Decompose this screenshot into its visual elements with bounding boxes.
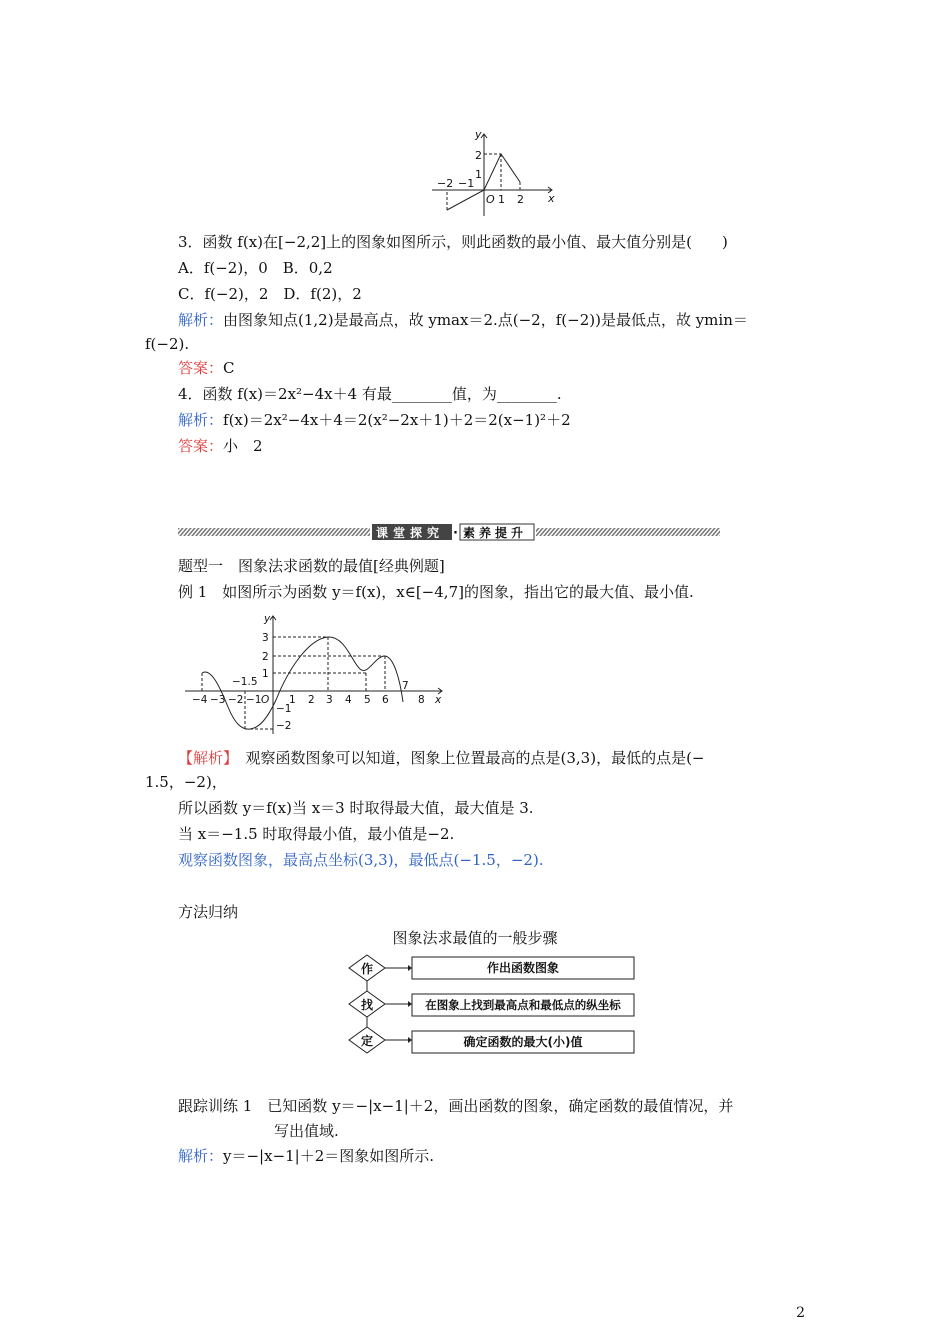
q4-answer-label: 答案： <box>178 437 224 455</box>
graph2-ytick-3: 3 <box>262 632 269 644</box>
q3-graph-xtick-1: 1 <box>498 193 505 206</box>
practice-line-1: 跟踪训练 1 已知函数 y＝−|x−1|＋2，画出函数的图象，确定函数的最值情况，并 <box>178 1097 734 1115</box>
q3-graph-y-label: y <box>475 128 482 141</box>
method-title: 图象法求最值的一般步骤 <box>392 929 558 947</box>
q3-graph-ytick-2: 2 <box>475 149 482 162</box>
q3-analysis-cont: f(−2). <box>145 335 190 353</box>
q3-analysis <box>178 310 748 330</box>
graph2-xtick: −1 <box>246 694 262 706</box>
q3-graph-xtick-m1: −1 <box>458 177 475 190</box>
solution-line-2: 1.5，−2)， <box>145 773 227 791</box>
step-text-3: 确定函数的最大(小)值 <box>463 1035 583 1049</box>
graph2-ytick-2: 2 <box>262 651 269 663</box>
practice-line-2: 写出值域. <box>274 1122 339 1140</box>
graph2-xtick: 4 <box>345 694 352 706</box>
graph2-xtick: 6 <box>382 694 389 706</box>
q3-answer-label: 答案： <box>178 359 224 377</box>
q3-graph-ytick-1: 1 <box>475 168 482 181</box>
type1-title: 题型一 图象法求函数的最值[经典例题] <box>178 557 445 575</box>
solution-line-1 <box>178 748 705 768</box>
solution-line-4: 当 x＝−1.5 时取得最小值，最小值是−2. <box>178 825 455 843</box>
q3-graph-origin: O <box>486 193 495 206</box>
graph2-ytick-1: 1 <box>262 668 269 680</box>
banner-left-text: 课堂探究 <box>376 526 445 540</box>
graph2-xtick: 1 <box>289 694 296 706</box>
graph2-xtick: 3 <box>326 694 333 706</box>
graph2-xtick: 8 <box>418 694 425 706</box>
q3-options-ab: A．f(−2)，0 B．0,2 <box>178 259 333 277</box>
step-key-zhao: 找 <box>360 998 374 1012</box>
solution-label: 【解析】 <box>178 749 231 767</box>
q3-graph-x-label: x <box>548 192 555 205</box>
practice-analysis <box>178 1146 434 1166</box>
graph2-label-7: 7 <box>402 680 409 692</box>
q3-graph-xtick-2: 2 <box>517 193 524 206</box>
method-heading: 方法归纳 <box>178 903 239 921</box>
graph2-xtick: 5 <box>364 694 371 706</box>
graph2-x-label: x <box>435 694 442 706</box>
graph2-xtick: −2 <box>228 694 244 706</box>
q4-answer <box>178 436 263 456</box>
q4-analysis-text: f(x)＝2x²−4x＋4＝2(x²−2x＋1)＋2＝2(x−1)²＋2 <box>223 411 571 429</box>
graph2-origin: O <box>261 694 270 706</box>
q4-analysis-label: 解析： <box>178 411 224 429</box>
solution-note: 观察函数图象，最高点坐标(3,3)，最低点(−1.5，−2). <box>178 851 544 869</box>
solution-line-3: 所以函数 y＝f(x)当 x＝3 时取得最大值，最大值是 3. <box>178 799 534 817</box>
q3-analysis-text: 由图象知点(1,2)是最高点，故 ymax＝2.点(−2，f(−2))是最低点，故 ymin＝ <box>223 311 748 329</box>
page-number: 2 <box>796 1305 805 1321</box>
section-banner <box>178 523 720 541</box>
graph2-xtick: 2 <box>308 694 315 706</box>
q3-function-graph <box>430 128 560 218</box>
graph2-y-label: y <box>264 613 271 625</box>
step-key-zuo: 作 <box>360 962 374 976</box>
graph2-xtick: −3 <box>210 694 226 706</box>
banner-dot: · <box>453 526 458 541</box>
step-text-2: 在图象上找到最高点和最低点的纵坐标 <box>425 998 621 1012</box>
step-key-ding: 定 <box>360 1034 374 1048</box>
q3-options-cd: C．f(−2)，2 D．f(2)，2 <box>178 285 362 303</box>
q4-question: 4．函数 f(x)＝2x²−4x＋4 有最________值，为________. <box>178 385 562 403</box>
example1-function-graph <box>180 612 450 737</box>
banner-right-text: 素养提升 <box>463 526 528 540</box>
practice-analysis-text: y＝−|x−1|＋2＝图象如图所示. <box>223 1147 435 1165</box>
practice-analysis-label: 解析： <box>178 1147 224 1165</box>
graph2-xtick: −4 <box>192 694 208 706</box>
q4-analysis <box>178 410 571 430</box>
q3-analysis-label: 解析： <box>178 311 224 329</box>
q4-answer-value: 小 2 <box>223 437 263 455</box>
step-text-1: 作出函数图象 <box>486 961 560 975</box>
q3-question: 3．函数 f(x)在[−2,2]上的图象如图所示，则此函数的最小值、最大值分别是( ) <box>178 233 728 251</box>
graph2-ytick-m2: −2 <box>276 720 292 732</box>
method-flowchart <box>345 950 640 1060</box>
q3-answer-value: C <box>223 359 235 377</box>
solution-text-1: 观察函数图象可以知道，图象上位置最高的点是(3,3)，最低的点是(− <box>230 749 705 767</box>
graph2-ytick-m1: −1 <box>276 703 292 715</box>
q3-answer <box>178 358 235 378</box>
example1: 例 1 如图所示为函数 y＝f(x)，x∈[−4,7]的图象，指出它的最大值、最小值. <box>178 583 694 601</box>
q3-graph-xtick-m2: −2 <box>437 177 454 190</box>
graph2-label-m15: −1.5 <box>232 676 258 688</box>
